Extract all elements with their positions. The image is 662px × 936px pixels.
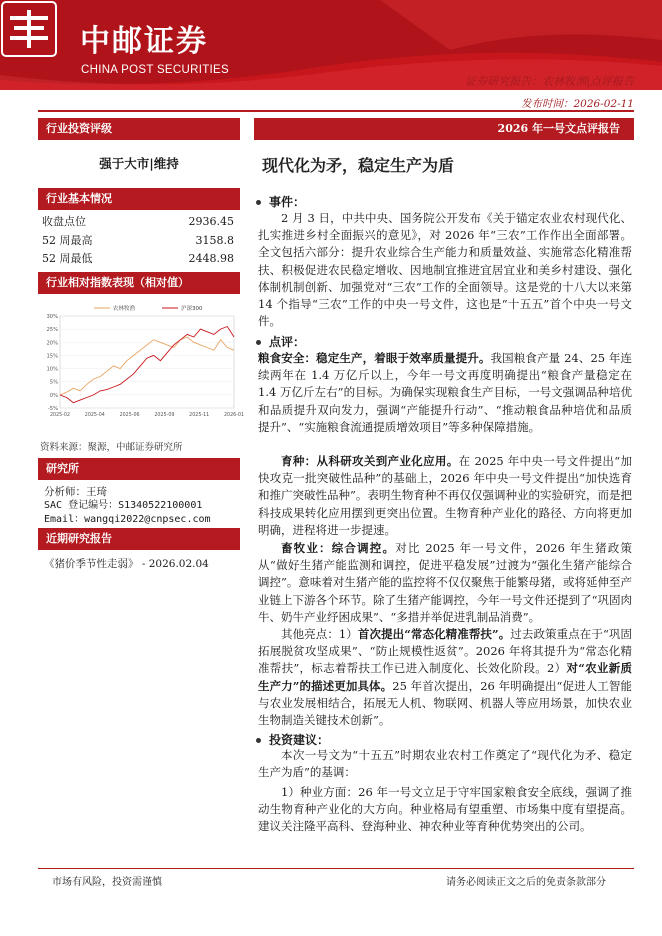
seed-paragraph <box>258 453 632 539</box>
grain-paragraph <box>258 350 632 436</box>
analyst-name: 分析师：王琦 <box>44 486 107 498</box>
recent-report-link[interactable]: 《猪价季节性走弱》 - 2026.02.04 <box>44 558 209 570</box>
chart-source: 资料来源：聚源，中邮证券研究所 <box>40 442 183 453</box>
footer-disclaimer-note: 请务必阅读正文之后的免责条款部分 <box>446 877 606 888</box>
seed-heading: 育种：从科研攻关到产业化应用。 <box>281 454 459 468</box>
advice-heading: 投资建议： <box>256 731 636 748</box>
events-text: 2 月 3 日，中共中央、国务院公开发布《关于锚定农业农村现代化、扎实推进乡村全面振兴的意见》，对 2026 年“三农”工作作出全面部署。全文包括六部分：提升农业综合生产能力和质量效益、实施常态化精准帮扶、积极促进农民稳定增收、因地制宜推进宜居宜业和美乡村建设、强化体制机制创新、加强党对“三农”工作的全面领导。这是党的十八大以来第 14 个指导“三农”工作的中央一号文件，这也是“十五五”首个中央一号文件。 <box>258 211 632 329</box>
other-tail: 25 年首次提出，26 年明确提出“促进人工智能与农业发展相结合，拓展无人机、物联网、机器人等应用场景，加快农业生物制造关键技术创新”。 <box>258 678 632 728</box>
advice-seed-industry: 1）种业方面：26 年一号文立足于守牢国家粮食安全底线，强调了推动生物育种产业化的大方向。种业格局有望重塑、市场集中度有望提高。建议关注隆平高科、登海种业、神农种业等育种优势突出的公司。 <box>258 785 632 834</box>
basics-value: 2936.45 <box>188 215 234 228</box>
y-tick-label: 10% <box>46 366 58 373</box>
brand-name-cn: 中邮证券 <box>80 24 208 59</box>
x-tick-label: 2025-11 <box>189 413 210 418</box>
publish-date: 发布时间：2026-02-11 <box>520 98 634 110</box>
events-heading: 事件： <box>256 193 636 210</box>
series-line-agriculture <box>60 337 234 395</box>
legend-label: 沪深300 <box>181 306 203 312</box>
grain-heading: 粮食安全：稳定生产，着眼于效率质量提升。 <box>258 351 491 365</box>
x-tick-label: 2025-06 <box>119 413 140 418</box>
footer-divider <box>38 868 634 869</box>
analyst-heading: 研究所 <box>38 458 240 480</box>
performance-heading: 行业相对指数表现（相对值） <box>38 272 240 294</box>
basics-value: 3158.8 <box>195 234 234 247</box>
plot-area <box>60 316 234 408</box>
grain-text: 我国粮食产量 24、25 年连续两年在 1.4 万亿斤以上，今年一号文再度明确提出“粮食产量稳定在 1.4 万亿斤左右”的目标。为确保实现粮食生产目标，一号文强调品种培优和品质提升双向发力，强调“产能提升行动”、“推动粮食品种培优和品质提升”、“实施粮食流通提质增效项目”等多种保障措施。 <box>258 351 632 434</box>
basics-value: 2448.98 <box>188 252 234 265</box>
other-highlight-2: 对“农业新质生产力”的描述更加具体。 <box>258 661 632 693</box>
report-tagline: 证券研究报告：农林牧渔|点评报告 <box>465 75 634 88</box>
basics-heading: 行业基本情况 <box>38 188 240 210</box>
industry-rating: 强于大市|维持 <box>99 156 179 171</box>
china-post-logo-icon <box>0 0 58 58</box>
other-highlight-1: 首次提出“常态化精准帮扶”。 <box>357 627 511 641</box>
analyst-sac: SAC 登记编号：S1340522100001 <box>44 500 203 511</box>
y-tick-label: 0% <box>49 392 58 399</box>
y-tick-label: 25% <box>46 327 58 334</box>
x-tick-label: 2026-01 <box>223 413 245 418</box>
series-line-hs300 <box>60 327 234 403</box>
relative-performance-chart <box>38 298 245 428</box>
report-title: 现代化为矛，稳定生产为盾 <box>262 156 455 175</box>
top-divider <box>38 110 634 112</box>
footer-risk-note: 市场有风险，投资需谨慎 <box>52 877 162 888</box>
brand-name-en: CHINA POST SECURITIES <box>81 64 229 76</box>
other-prefix: 其他亮点：1） <box>281 627 358 641</box>
rating-heading: 行业投资评级 <box>38 118 240 140</box>
other-highlights-paragraph <box>258 626 632 729</box>
x-tick-label: 2025-09 <box>154 413 175 418</box>
report-type-banner: 2026 年一号文点评报告 <box>254 118 634 140</box>
recent-reports-heading: 近期研究报告 <box>38 528 240 550</box>
analyst-email[interactable]: Email：wangqi2022@cnpsec.com <box>44 514 211 525</box>
x-tick-label: 2025-02 <box>49 413 71 418</box>
advice-intro: 本次一号文为“十五五”时期农业农村工作奠定了“现代化为矛、稳定生产为盾”的基调： <box>258 748 632 780</box>
seed-text: 在 2025 年中央一号文件提出“加快攻克一批突破性品种”的基础上，2026 年中央一号文件提出“加快选育和推广突破性品种”。表明生物育种不再仅仅强调种业的实验研究，而是把科技成果转化应用摆到更突出位置。生物育种产业化的路径、方向将更加明确，进程将进一步提速。 <box>258 454 632 537</box>
y-tick-label: 5% <box>49 379 58 386</box>
basics-label: 收盘点位 <box>42 215 86 228</box>
y-tick-label: 30% <box>46 314 58 320</box>
livestock-text: 对比 2025 年一号文件，2026 年生猪政策从“做好生猪产能监测和调控，促进平稳发展”过渡为“强化生猪产能综合调控”。意味着对生猪产能的监控将不仅仅聚焦于能繁母猪，或将延伸至产业链上下游各个环节。除了生猪产能调控，今年一号文件还提到了“巩固肉牛、奶牛产业纾困成果”、“多措并举促进乳制品消费”。 <box>258 541 632 624</box>
legend-label: 农林牧渔 <box>113 306 136 312</box>
livestock-heading: 畜牧业：综合调控。 <box>281 541 396 555</box>
y-tick-label: 15% <box>46 353 58 360</box>
x-tick-label: 2025-04 <box>84 413 105 418</box>
y-tick-label: -5% <box>47 406 58 412</box>
livestock-paragraph <box>258 540 632 626</box>
y-tick-label: 20% <box>46 340 58 347</box>
basics-label: 52 周最低 <box>42 252 93 265</box>
other-middle: 过去政策重点在于“巩固拓展脱贫攻坚成果”、“防止规模性返贫”。2026 年将其提升为“常态化精准帮扶”，标志着帮扶工作已进入制度化、长效化阶段。2） <box>258 627 632 676</box>
review-heading: 点评： <box>256 333 636 350</box>
basics-label: 52 周最高 <box>42 234 93 247</box>
